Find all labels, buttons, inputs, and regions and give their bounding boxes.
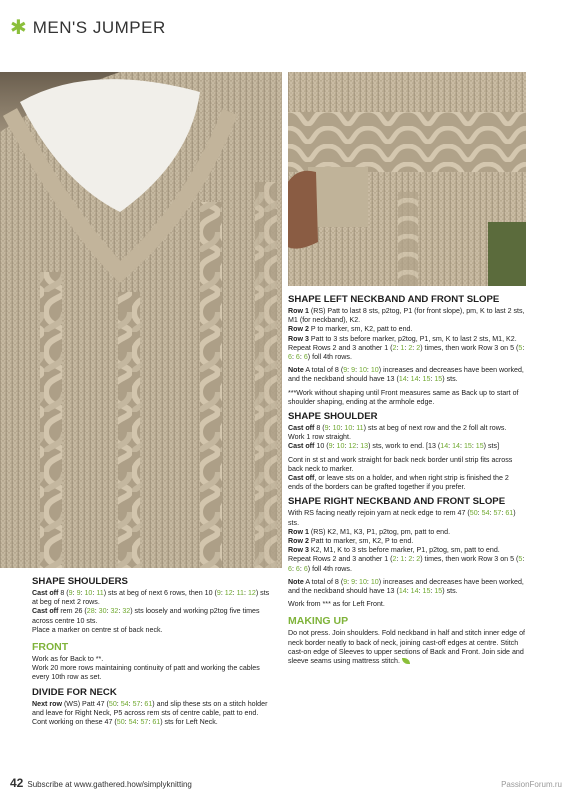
sep: : [140, 699, 145, 708]
text: ) times, then work Row 3 on 5 ( [420, 555, 519, 564]
text: ) sts at beg of next 2 rows. [32, 589, 270, 607]
text: P to marker, sm, K2, patt to end. [308, 325, 413, 334]
sep: : [232, 589, 237, 597]
size-value: 6 [288, 564, 292, 573]
text: ) foll 4th rows. [307, 564, 352, 573]
sep: : [220, 589, 225, 597]
size-value: 10 [359, 577, 367, 586]
size-value: 12 [348, 442, 357, 451]
size-value: 9 [351, 577, 356, 586]
text: , or leave sts on a holder, and when right strip is finished the 2 ends of the borders can be grafted together if you prefer. [288, 474, 509, 492]
size-value: 57 [140, 718, 149, 727]
heading-making-up: MAKING UP [288, 615, 349, 628]
sep: : [347, 577, 352, 586]
size-value: 9 [68, 589, 73, 597]
sep: : [291, 353, 296, 362]
bold-term: Cast off [32, 589, 59, 597]
text: ) foll 4th rows. [307, 353, 352, 362]
heading-divide-for-neck: DIVIDE FOR NECK [32, 686, 117, 698]
sep: : [94, 607, 99, 616]
text: Do not press. Join shoulders. Fold neckband in half and stitch inner edge of neck border neatly to back of neck, joining cast-off edges at centre. Stitch cast-on edge of Sleeves to upper sections of Back and Front. Join side and sleeve seams using mattress stitch. [288, 629, 525, 666]
sep: : [430, 587, 435, 596]
text: ) times, then work Row 3 on 5 ( [420, 343, 519, 352]
size-value: 10 [84, 589, 93, 597]
sep: : [404, 343, 409, 352]
text: Cont in st st and work straight for back neck border until strip fits across back neck to marker. [288, 455, 513, 473]
size-value: 2 [408, 555, 413, 564]
size-value: 15 [434, 375, 443, 384]
row-label: Row 2 [288, 325, 309, 334]
text: Work 20 more rows maintaining continuity of patt and working the cables every 10th row as set. [32, 664, 260, 682]
sep: : [291, 564, 296, 573]
paragraph [32, 589, 272, 635]
sep: : [347, 366, 352, 375]
size-value: 9 [343, 366, 348, 375]
size-value: 14 [398, 375, 407, 384]
leaf-end-icon [402, 658, 410, 664]
size-value: 54 [481, 509, 490, 518]
sep: : [489, 509, 494, 518]
text: ) sts. [288, 509, 516, 527]
page-number: 42 [10, 776, 24, 790]
size-value: 10 [332, 424, 341, 433]
size-value: 15 [475, 442, 484, 451]
text: (RS) K2, M1, K3, P1, p2tog, pm, patt to end. [308, 527, 451, 536]
text: ) increases and decreases have been worked, and the neckband should have 13 ( [288, 577, 524, 596]
sep: : [459, 442, 464, 451]
text: Cont working on these 47 ( [32, 718, 117, 727]
heading-shape-left-neckband: SHAPE LEFT NECKBAND AND FRONT SLOPE [288, 294, 500, 305]
text: Work as for Back to **. [32, 655, 104, 664]
size-value: 9 [328, 442, 333, 451]
text: ) sts. [442, 587, 458, 596]
sep: : [124, 718, 129, 727]
paragraph [288, 578, 526, 596]
sep: : [92, 589, 97, 597]
bold-term: Next row [32, 699, 62, 708]
sep: : [299, 564, 304, 573]
text: Work from *** as for Left Front. [288, 600, 385, 609]
sep: : [355, 577, 360, 586]
text: 10 ( [314, 442, 329, 451]
bold-term: Cast off [288, 424, 315, 433]
sep: : [448, 442, 453, 451]
size-value: 12 [247, 589, 256, 597]
size-value: 11 [96, 589, 104, 597]
size-value: 10 [359, 366, 367, 375]
size-value: 10 [344, 424, 353, 433]
size-value: 15 [422, 587, 431, 596]
sep: : [412, 555, 417, 564]
heading-shape-shoulder: SHAPE SHOULDER [288, 411, 378, 423]
sep: : [477, 509, 482, 518]
sep: : [106, 607, 111, 616]
size-value: 9 [324, 424, 329, 433]
size-value: 11 [236, 589, 244, 597]
size-value: 14 [410, 375, 419, 384]
footer-subscribe-text: Subscribe at www.gathered.how/simplyknitting [27, 780, 192, 789]
sep: : [136, 718, 141, 727]
size-value: 54 [120, 699, 129, 708]
sep: : [148, 718, 153, 727]
size-value: 32 [122, 607, 131, 616]
size-value: 2 [392, 555, 397, 564]
sep: : [406, 375, 411, 384]
text: Repeat Rows 2 and 3 another 1 ( [288, 343, 393, 352]
sep: : [352, 424, 357, 433]
bold-term: Cast off [288, 442, 315, 451]
row-label: Row 1 [288, 307, 309, 315]
size-value: 5 [518, 343, 523, 352]
size-value: 11 [356, 424, 364, 433]
sep: : [72, 589, 77, 597]
bold-term: Cast off [32, 607, 59, 616]
row-label: Row 3 [288, 546, 309, 555]
heading-front: FRONT [32, 641, 69, 654]
sep: : [299, 353, 304, 362]
sep: : [471, 442, 476, 451]
size-value: 61 [144, 699, 153, 708]
sep: : [396, 555, 401, 564]
size-value: 30 [98, 607, 107, 616]
text: (WS) Patt 47 ( [61, 699, 109, 708]
sep: : [118, 607, 123, 616]
text: ) and slip these sts on a stitch holder and leave for Right Neck, P5 across rem sts of centre cable, patt to end. [32, 699, 268, 717]
paragraph [288, 600, 526, 609]
paragraph [32, 700, 272, 728]
size-value: 12 [224, 589, 233, 597]
size-value: 6 [288, 353, 292, 362]
size-value: 61 [152, 718, 161, 727]
size-value: 6 [303, 353, 308, 362]
size-value: 6 [303, 564, 308, 573]
sep: : [418, 587, 423, 596]
page-footer [10, 776, 192, 790]
sep: : [328, 424, 333, 433]
sep: : [501, 509, 506, 518]
size-value: 57 [493, 509, 502, 518]
text: K2, M1, K to 3 sts before marker, P1, p2tog, sm, patt to end. [308, 546, 500, 555]
size-value: 15 [434, 587, 443, 596]
text: (RS) Patt to last 8 sts, p2tog, P1 (for front slope), pm, K to last 2 sts, M1 (for neckband), K2. [288, 307, 525, 325]
row-label: Row 3 [288, 334, 309, 343]
sep: : [128, 699, 133, 708]
sep: : [243, 589, 248, 597]
right-text-column [288, 294, 526, 670]
size-value: 6 [295, 564, 300, 573]
text: ) sts loosely and working p2tog five times across centre 10 sts. [32, 607, 260, 625]
section-header [10, 18, 166, 38]
sep: : [355, 366, 360, 375]
row-label: Row 2 [288, 537, 309, 546]
note-label: Note [288, 366, 304, 375]
paragraph [288, 366, 526, 384]
sep: : [522, 343, 525, 352]
text: 8 ( [58, 589, 69, 597]
sep: : [80, 589, 85, 597]
watermark: PassionForum.ru [501, 780, 562, 789]
paragraph [288, 509, 526, 573]
text: 8 ( [314, 424, 325, 433]
size-value: 2 [392, 343, 397, 352]
size-value: 10 [370, 577, 379, 586]
text: Patt to 3 sts before marker, p2tog, P1, sm, K to last 2 sts, M1, K2. [308, 334, 517, 343]
sep: : [366, 366, 371, 375]
paragraph [288, 307, 526, 362]
text: ***Work without shaping until Front measures same as Back up to start of shoulder shaping, ending at the armhole edge. [288, 388, 519, 406]
size-value: 9 [351, 366, 356, 375]
size-value: 50 [469, 509, 478, 518]
left-text-column [32, 576, 272, 731]
note-label: Note [288, 577, 304, 586]
paragraph [288, 389, 526, 407]
text: Repeat Rows 2 and 3 another 1 ( [288, 555, 393, 564]
paragraph [288, 424, 526, 452]
size-value: 61 [505, 509, 514, 518]
sep: : [356, 442, 361, 451]
text: ) sts] [483, 442, 500, 451]
size-value: 32 [110, 607, 119, 616]
size-value: 6 [295, 353, 300, 362]
sep: : [412, 343, 417, 352]
page-title: MEN'S JUMPER [32, 18, 166, 37]
text: With RS facing neatly rejoin yarn at neck edge to rem 47 ( [288, 509, 470, 518]
text: ) sts. [442, 375, 458, 384]
text: rem 26 ( [58, 607, 87, 616]
size-value: 5 [518, 555, 523, 564]
size-value: 13 [360, 442, 369, 451]
size-value: 10 [370, 366, 379, 375]
row-label: Row 1 [288, 527, 309, 536]
paragraph [288, 629, 526, 666]
size-value: 14 [440, 442, 449, 451]
bold-term: Cast off [288, 474, 315, 483]
text: ) sts at beg of next 6 rows, then 10 ( [103, 589, 217, 597]
size-value: 54 [128, 718, 137, 727]
text: ) sts for Left Neck. [160, 718, 218, 727]
size-value: 14 [452, 442, 460, 451]
sep: : [366, 577, 371, 586]
sep: : [418, 375, 423, 384]
text: ) sts, work to end. [13 ( [368, 442, 441, 451]
jumper-front-photo [0, 72, 282, 568]
text: Work 1 row straight. [288, 433, 351, 442]
size-value: 15 [422, 375, 431, 384]
sep: : [332, 442, 337, 451]
size-value: 2 [416, 343, 421, 352]
sep: : [406, 587, 411, 596]
paragraph [32, 655, 272, 683]
text: ) increases and decreases have been worked, and the neckband should have 13 ( [288, 366, 524, 384]
text: Patt to marker, sm, K2, P to end. [308, 537, 414, 546]
heading-shape-shoulders: SHAPE SHOULDERS [32, 576, 128, 587]
sleeve-cuff-photo [288, 72, 526, 286]
text: Place a marker on centre st of back neck. [32, 625, 163, 634]
size-value: 14 [398, 587, 407, 596]
size-value: 50 [108, 699, 117, 708]
sep: : [396, 343, 401, 352]
heading-shape-right-neckband: SHAPE RIGHT NECKBAND AND FRONT SLOPE [288, 496, 506, 508]
size-value: 9 [343, 577, 348, 586]
size-value: 9 [76, 589, 81, 597]
size-value: 2 [416, 555, 421, 564]
text: ) sts at beg of next row and the 2 foll alt rows. [363, 424, 507, 433]
sep: : [340, 424, 345, 433]
text: A total of 8 ( [303, 366, 344, 375]
sep: : [430, 375, 435, 384]
size-value: 28 [86, 607, 95, 616]
paragraph [288, 456, 526, 493]
size-value: 10 [336, 442, 345, 451]
sep: : [344, 442, 349, 451]
sep: : [116, 699, 121, 708]
size-value: 15 [463, 442, 472, 451]
size-value: 50 [116, 718, 125, 727]
sep: : [522, 555, 525, 564]
sep: : [404, 555, 409, 564]
size-value: 2 [408, 343, 413, 352]
size-value: 57 [132, 699, 141, 708]
asterisk-icon: ✱ [10, 17, 27, 39]
size-value: 1 [400, 555, 405, 564]
text: A total of 8 ( [303, 577, 344, 586]
size-value: 14 [410, 587, 419, 596]
size-value: 9 [216, 589, 221, 597]
size-value: 1 [400, 343, 405, 352]
